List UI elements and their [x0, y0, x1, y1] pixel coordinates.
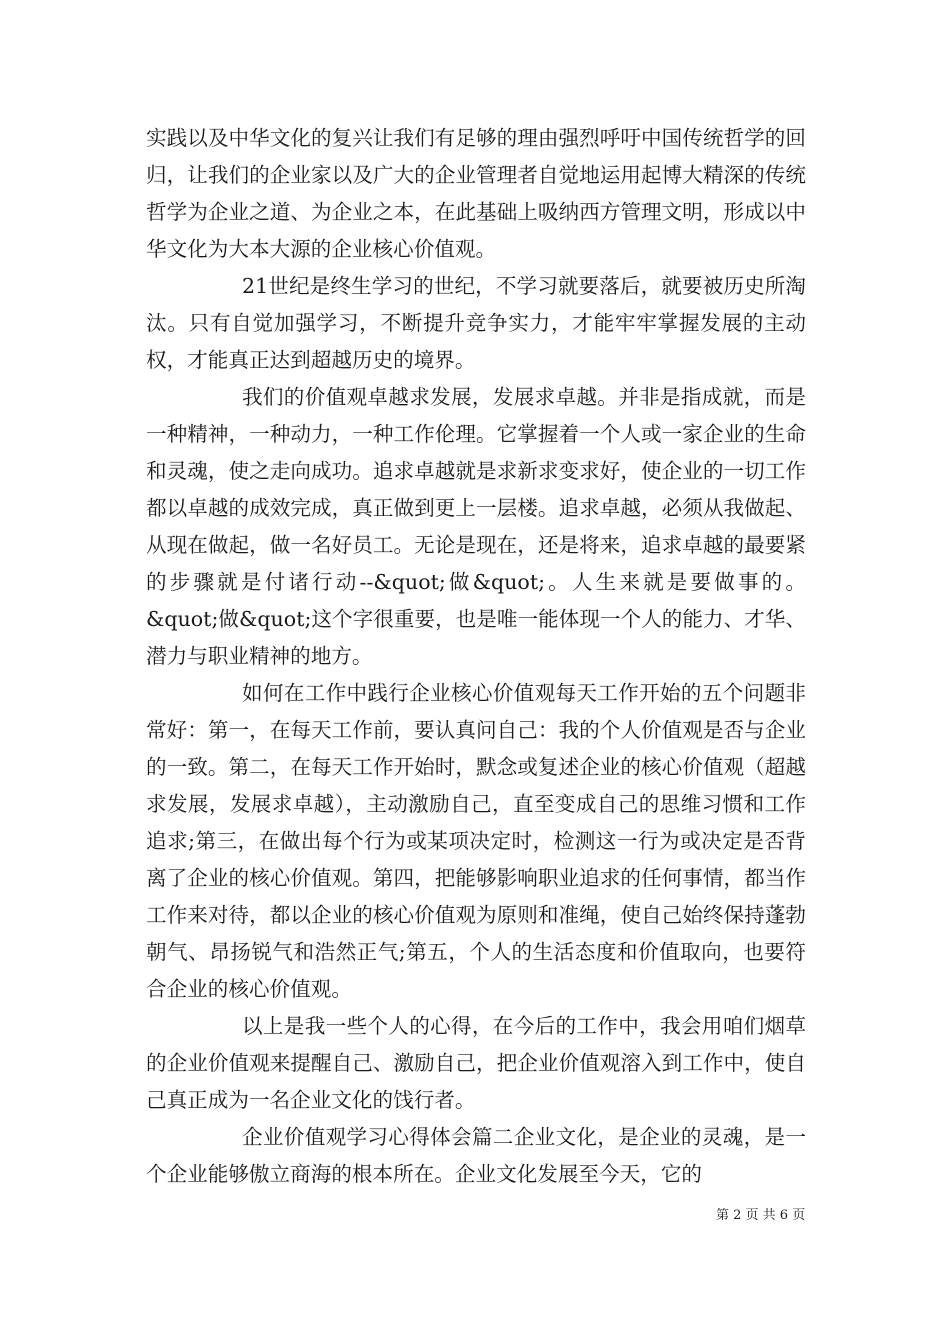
paragraph-6: 企业价值观学习心得体会篇二企业文化，是企业的灵魂，是一个企业能够傲立商海的根本所在。企业文化发展至今天，它的 — [146, 1125, 806, 1186]
body-text — [146, 120, 806, 1193]
paragraph-3: 我们的价值观卓越求发展，发展求卓越。并非是指成就，而是一种精神，一种动力，一种工作伦理。它掌握着一个人或一家企业的生命和灵魂，使之走向成功。追求卓越就是求新求变求好，使企业的一切工作都以卓越的成效完成，真正做到更上一层楼。追求卓越，必须从我做起、从现在做起，做一名好员工。无论是现在，还是将来，追求卓越的最要紧的步骤就是付诸行动--&quot;做&quot;。人生来就是要做事的。&quot;做&quot;这个字很重要，也是唯一能体现一个人的能力、才华、潜力与职业精神的地方。 — [146, 385, 806, 668]
paragraph-2: 21世纪是终生学习的世纪，不学习就要落后，就要被历史所淘汰。只有自觉加强学习，不断提升竞争实力，才能牢牢掌握发展的主动权，才能真正达到超越历史的境界。 — [146, 274, 806, 372]
paragraph-5: 以上是我一些个人的心得，在今后的工作中，我会用咱们烟草的企业价值观来提醒自己、激励自己，把企业价值观溶入到工作中，使自己真正成为一名企业文化的饯行者。 — [146, 1014, 806, 1112]
paragraph-4: 如何在工作中践行企业核心价值观每天工作开始的五个问题非常好：第一，在每天工作前，要认真问自己：我的个人价值观是否与企业的一致。第二，在每天工作开始时，默念或复述企业的核心价值观（超越求发展，发展求卓越），主动激励自己，直至变成自己的思维习惯和工作追求;第三，在做出每个行为或某项决定时，检测这一行为或决定是否背离了企业的核心价值观。第四，把能够影响职业追求的任何事情，都当作工作来对待，都以企业的核心价值观为原则和准绳，使自己始终保持蓬勃朝气、昂扬锐气和浩然正气;第五，个人的生活态度和价值取向，也要符合企业的核心价值观。 — [146, 681, 806, 1001]
paragraph-1: 实践以及中华文化的复兴让我们有足够的理由强烈呼吁中国传统哲学的回归，让我们的企业家以及广大的企业管理者自觉地运用起博大精深的传统哲学为企业之道、为企业之本，在此基础上吸纳西方管理文明，形成以中华文化为大本大源的企业核心价值观。 — [146, 126, 806, 261]
page-number: 第 2 页 共 6 页 — [716, 1208, 806, 1223]
